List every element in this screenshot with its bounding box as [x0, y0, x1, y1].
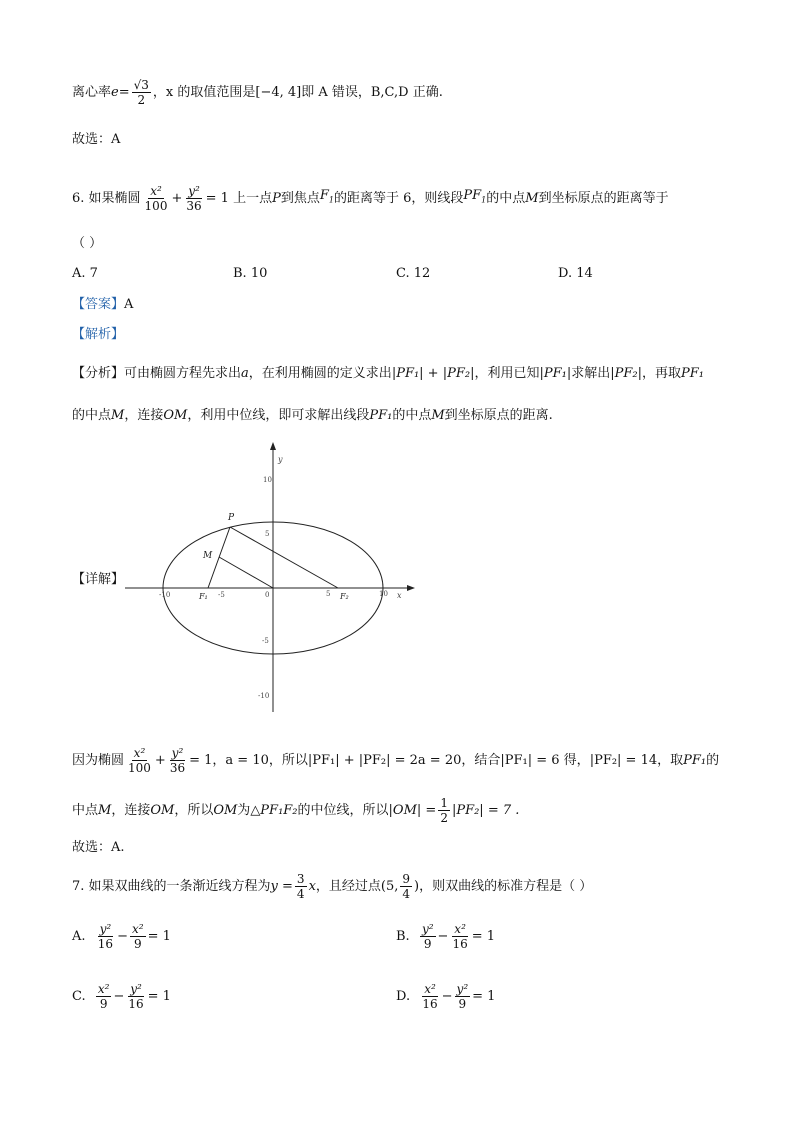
denominator: 36: [169, 761, 186, 775]
expr: y =: [270, 878, 293, 894]
fenxi-line-2: [72, 406, 553, 426]
denominator: 16: [422, 997, 438, 1011]
text: |PF₁| = 6 得，: [500, 752, 590, 768]
text: 的中点: [486, 190, 526, 206]
detail-tag: 【详解】: [72, 572, 125, 587]
q7-option-b: [396, 922, 495, 951]
fraction-9-4: [400, 872, 412, 901]
numerator: y²: [99, 922, 112, 936]
var-PF1: [463, 186, 486, 211]
x-axis-arrow: [407, 585, 415, 591]
rhs: = 1: [147, 988, 171, 1004]
op: −: [117, 928, 128, 944]
numerator: y²: [130, 982, 142, 996]
label-x: x: [397, 591, 402, 600]
text: 到坐标原点的距离.: [444, 408, 553, 423]
numerator: 9: [402, 872, 411, 886]
numerator: x²: [131, 922, 144, 936]
text: 因为椭圆: [72, 752, 125, 768]
text: 即 A 错误，B,C,D 正确.: [301, 84, 443, 100]
text: 的距离等于 6，则线段: [333, 190, 464, 206]
var-F1: [320, 186, 334, 211]
text: = 1 上一点: [205, 190, 273, 206]
fraction: [184, 184, 203, 213]
var-M: M: [111, 408, 125, 423]
numerator: 3: [296, 872, 305, 886]
var-M: M: [525, 190, 539, 206]
triangle: △PF₁F₂: [250, 802, 298, 818]
denominator: 4: [402, 887, 411, 901]
var-OM: OM: [150, 802, 175, 818]
option-b: B. 10: [233, 266, 268, 281]
y-axis-arrow: [270, 442, 276, 450]
label-f2: F₂: [340, 592, 349, 601]
text: 的: [706, 752, 720, 768]
numerator: x²: [97, 982, 110, 996]
text: 求解出: [571, 366, 611, 381]
rhs: = 1: [471, 928, 496, 944]
sub: 1: [481, 195, 487, 205]
var-P: P: [272, 190, 281, 206]
var-M: M: [431, 408, 445, 423]
var-OM: OM: [163, 408, 188, 423]
tick-y5: 5: [265, 530, 270, 538]
label-f1: F₁: [199, 592, 208, 601]
text: ，且经过点: [315, 878, 381, 894]
interval: [−4, 4]: [255, 84, 302, 100]
tick-xn5: -5: [218, 591, 225, 599]
label: D.: [396, 988, 411, 1004]
text: |PF₁| + |PF₂| = 2a = 20，结合: [307, 752, 501, 768]
rhs: = 1: [472, 988, 496, 1004]
answer-tag: 【答案】: [72, 297, 125, 312]
text: ，则双曲线的标准方程是（ ）: [419, 878, 593, 894]
tick-y10: 10: [263, 476, 272, 484]
text: 为: [237, 802, 251, 818]
numerator: x²: [150, 184, 162, 198]
tick-yn5: -5: [262, 637, 269, 645]
q7-option-a: [72, 922, 171, 951]
tick-x10: 10: [379, 590, 388, 598]
sub: 1: [328, 195, 334, 205]
solution-line-1: [72, 746, 719, 775]
expr: |PF₂| = 7 .: [451, 802, 520, 818]
ellipse-diagram: [125, 440, 420, 720]
text: 的中点: [392, 408, 432, 423]
text: ，所以: [174, 802, 214, 818]
option-d: D. 14: [558, 266, 593, 281]
numerator: 1: [440, 796, 448, 810]
op: −: [113, 988, 125, 1004]
choose-line-1: 故选：A: [72, 132, 121, 147]
text: +: [154, 752, 166, 768]
text: a = 10，所以: [225, 752, 308, 768]
fraction: [126, 746, 153, 775]
text: ): [414, 878, 420, 894]
expr: PF₁: [369, 408, 393, 423]
numerator: x²: [424, 982, 436, 996]
label: B.: [396, 928, 410, 944]
denominator: 4: [296, 887, 305, 901]
option-c: C. 12: [396, 266, 431, 281]
denominator: 16: [452, 937, 468, 951]
denominator: 9: [99, 997, 108, 1011]
segment-pf2: [230, 527, 338, 588]
label: C.: [72, 988, 86, 1004]
fraction-3-4: [295, 872, 307, 901]
expr: PF₁: [683, 752, 707, 768]
text: ，利用已知: [474, 366, 540, 381]
text: (5,: [380, 878, 399, 894]
numerator: y²: [456, 982, 469, 996]
text: 6. 如果椭圆: [72, 190, 141, 206]
var-x: x: [308, 878, 316, 894]
fraction: [143, 184, 170, 213]
fenxi-line-1: [72, 364, 704, 384]
text: 的中点: [72, 408, 112, 423]
text: ，连接: [124, 408, 164, 423]
tick-yn10: -10: [258, 692, 270, 700]
text: +: [171, 190, 183, 206]
var-a: a: [241, 366, 249, 381]
label: A.: [72, 928, 86, 944]
expr: |OM| =: [388, 802, 437, 818]
fenxi-tag: 【分析】: [72, 366, 125, 381]
expr: |PF₂|: [610, 366, 642, 381]
label-y: y: [278, 455, 283, 464]
fraction: [420, 922, 436, 951]
question-7: [72, 872, 592, 901]
numerator: y²: [171, 746, 184, 760]
denominator: 2: [137, 93, 146, 107]
fraction: [450, 922, 469, 951]
numerator: x²: [454, 922, 466, 936]
var-OM: OM: [213, 802, 238, 818]
text: F: [319, 188, 329, 204]
tick-xn10: -10: [159, 591, 171, 599]
expr: PF₁: [681, 366, 704, 381]
numerator: y²: [188, 184, 200, 198]
op: −: [437, 928, 449, 944]
choose-line-2: 故选：A.: [72, 840, 125, 855]
text: |PF₂| = 14，取: [589, 752, 684, 768]
fraction-sqrt3-over-2: [132, 78, 151, 107]
text: ，利用中位线，即可求解出线段: [187, 408, 370, 423]
fraction-half: [438, 796, 450, 825]
option-a: A. 7: [72, 266, 98, 281]
rhs: = 1: [147, 928, 171, 944]
answer-line: [72, 295, 133, 315]
question-6: [72, 184, 669, 213]
tick-x5: 5: [326, 590, 331, 598]
denominator: 9: [423, 937, 432, 951]
fraction: [96, 982, 112, 1011]
fraction: [130, 922, 146, 951]
text: 到焦点: [280, 190, 320, 206]
text: =: [118, 84, 130, 100]
expr: |PF₁|: [539, 366, 572, 381]
var-e: e: [111, 84, 119, 100]
text: ，再取: [641, 366, 681, 381]
denominator: 100: [144, 199, 168, 213]
q7-option-c: [72, 982, 171, 1011]
text: 中点: [72, 802, 99, 818]
numerator: y²: [421, 922, 434, 936]
text: = 1，: [189, 752, 226, 768]
fraction: [168, 746, 187, 775]
tick-0: 0: [265, 591, 270, 599]
answer-paren: （ ）: [72, 236, 103, 251]
text: ，x 的取值范围是: [152, 84, 256, 100]
label-p: P: [228, 513, 235, 523]
q7-option-d: [396, 982, 495, 1011]
text: ，在利用椭圆的定义求出: [248, 366, 392, 381]
expr: |PF₁| + |PF₂|: [391, 366, 475, 381]
denominator: 16: [97, 937, 114, 951]
denominator: 100: [128, 761, 151, 775]
denominator: 9: [458, 997, 467, 1011]
solution-line-2: [72, 796, 519, 825]
denominator: 36: [186, 199, 202, 213]
text: PF: [463, 188, 482, 204]
fraction: [96, 922, 115, 951]
denominator: 16: [128, 997, 144, 1011]
fraction: [455, 982, 471, 1011]
var-M: M: [98, 802, 112, 818]
fraction: [420, 982, 439, 1011]
numerator: √3: [133, 78, 149, 92]
eccentricity-line: [72, 78, 443, 107]
answer-value: A: [124, 297, 134, 312]
text: 7. 如果双曲线的一条渐近线方程为: [72, 878, 271, 894]
text: 的中位线，所以: [297, 802, 389, 818]
denominator: 2: [440, 811, 448, 825]
op: −: [441, 988, 453, 1004]
denominator: 9: [133, 937, 142, 951]
segment-om: [219, 557, 273, 588]
numerator: x²: [133, 746, 146, 760]
text: 到坐标原点的距离等于: [538, 190, 669, 206]
text: ，连接: [111, 802, 151, 818]
fraction: [126, 982, 145, 1011]
text: 离心率: [72, 84, 112, 100]
label-m: M: [203, 551, 213, 561]
text: 可由椭圆方程先求出: [124, 366, 242, 381]
analysis-tag: 【解析】: [72, 327, 125, 342]
